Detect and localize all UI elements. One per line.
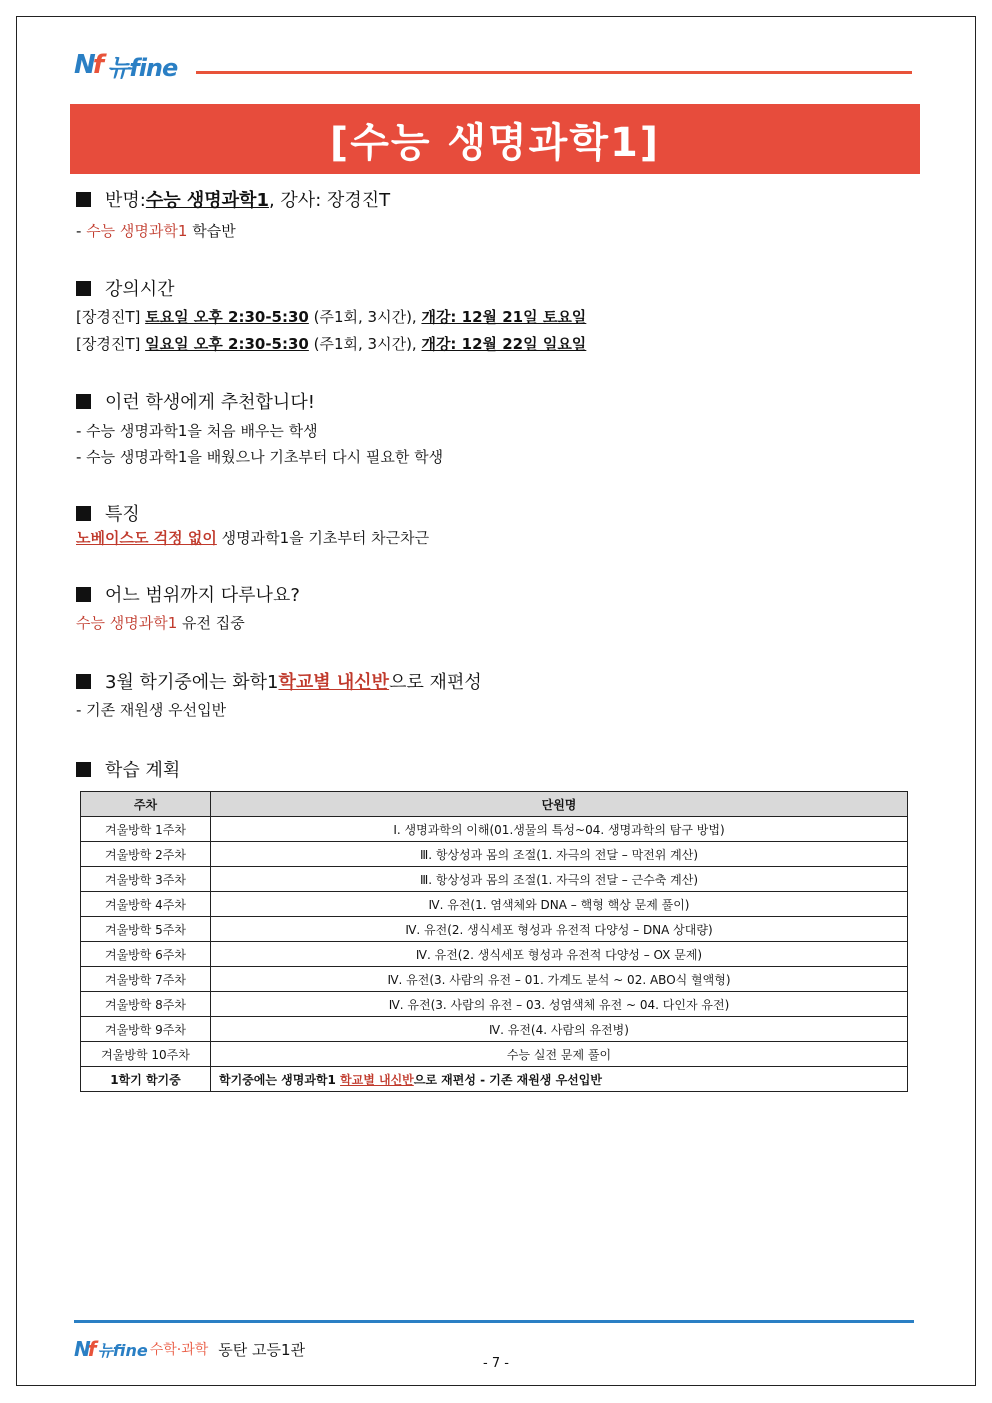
square-bullet-icon (76, 506, 91, 521)
logo-mark-icon: Nf (74, 1337, 94, 1361)
unit-cell: Ⅳ. 유전(2. 생식세포 형성과 유전적 다양성 – DNA 상대량) (211, 917, 908, 942)
column-header-week: 주차 (81, 792, 211, 817)
unit-cell: Ⅳ. 유전(4. 사람의 유전병) (211, 1017, 908, 1042)
section-class-name (76, 186, 390, 212)
section-schedule (76, 275, 175, 301)
week-cell: 겨울방학 2주차 (81, 842, 211, 867)
square-bullet-icon (76, 674, 91, 689)
page-title: [수능 생명과학1] (329, 119, 661, 166)
footer-logo-word: 뉴fine (97, 1340, 148, 1360)
week-cell: 겨울방학 10주차 (81, 1042, 211, 1067)
table-header-row (81, 792, 908, 817)
section-reorg: 3월 학기중에는 화학1 학교별 내신반 으로 재편성 (76, 668, 482, 694)
table-row (81, 817, 908, 842)
footer-divider (74, 1320, 914, 1323)
table-row (81, 892, 908, 917)
column-header-unit: 단원명 (211, 792, 908, 817)
unit-cell: 학기중에는 생명과학1 학교별 내신반으로 재편성 - 기존 재원생 우선입반 (211, 1067, 908, 1092)
title-banner (70, 104, 920, 174)
table-row (81, 1067, 908, 1092)
unit-cell: Ⅳ. 유전(3. 사람의 유전 – 03. 성염색체 유전 ~ 04. 다인자 유전) (211, 992, 908, 1017)
table-row (81, 867, 908, 892)
unit-cell: 수능 실전 문제 풀이 (211, 1042, 908, 1067)
feature-text: 노베이스도 걱정 없이 생명과학1을 기초부터 차근차근 (76, 529, 430, 547)
table-row (81, 992, 908, 1017)
section-feature (76, 500, 140, 526)
week-cell: 겨울방학 6주차 (81, 942, 211, 967)
week-cell: 겨울방학 8주차 (81, 992, 211, 1017)
section-plan (76, 756, 180, 782)
footer-campus: 동탄 고등1관 (218, 1340, 306, 1359)
class-name-label: 반명: (105, 190, 146, 211)
class-name-sub: - 수능 생명과학1 학습반 (76, 222, 236, 240)
square-bullet-icon (76, 762, 91, 777)
recommend-item: - 수능 생명과학1을 배웠으나 기초부터 다시 필요한 학생 (76, 448, 444, 466)
recommend-heading: 이런 학생에게 추천합니다! (105, 392, 315, 413)
table-row (81, 967, 908, 992)
week-cell: 겨울방학 7주차 (81, 967, 211, 992)
reorg-sub: - 기존 재원생 우선입반 (76, 701, 227, 719)
section-recommend (76, 388, 315, 414)
schedule-heading: 강의시간 (105, 279, 175, 300)
header-logo (74, 50, 177, 80)
schedule-row-1: [장경진T] 토요일 오후 2:30-5:30 (주1회, 3시간), 개강: 12월 21일 토요일 (76, 308, 587, 326)
square-bullet-icon (76, 587, 91, 602)
study-plan-table (80, 791, 908, 1092)
section-range (76, 581, 300, 607)
week-cell: 겨울방학 1주차 (81, 817, 211, 842)
unit-cell: Ⅳ. 유전(3. 사람의 유전 – 01. 가계도 분석 ~ 02. ABO식 혈액형) (211, 967, 908, 992)
table-row (81, 1017, 908, 1042)
schedule-row-2: [장경진T] 일요일 오후 2:30-5:30 (주1회, 3시간), 개강: 12월 22일 일요일 (76, 335, 587, 353)
page-number: - 7 - (483, 1356, 509, 1371)
week-cell: 1학기 학기중 (81, 1067, 211, 1092)
logo-word: 뉴fine (107, 53, 178, 82)
table-row (81, 842, 908, 867)
header-divider (196, 71, 912, 74)
square-bullet-icon (76, 192, 91, 207)
week-cell: 겨울방학 4주차 (81, 892, 211, 917)
table-row (81, 942, 908, 967)
table-row (81, 917, 908, 942)
square-bullet-icon (76, 281, 91, 296)
week-cell: 겨울방학 5주차 (81, 917, 211, 942)
week-cell: 겨울방학 9주차 (81, 1017, 211, 1042)
footer-logo-sub: 수학·과학 (149, 1342, 209, 1358)
recommend-item: - 수능 생명과학1을 처음 배우는 학생 (76, 422, 318, 440)
unit-cell: Ⅳ. 유전(2. 생식세포 형성과 유전적 다양성 – OX 문제) (211, 942, 908, 967)
logo-mark-icon: Nf (74, 50, 102, 80)
unit-cell: Ⅰ. 생명과학의 이해(01.생물의 특성~04. 생명과학의 탐구 방법) (211, 817, 908, 842)
week-cell: 겨울방학 3주차 (81, 867, 211, 892)
unit-cell: Ⅲ. 항상성과 몸의 조절(1. 자극의 전달 – 막전위 계산) (211, 842, 908, 867)
unit-cell: Ⅳ. 유전(1. 염색체와 DNA – 핵형 핵상 문제 풀이) (211, 892, 908, 917)
table-row (81, 1042, 908, 1067)
course-name: 수능 생명과학1 (145, 190, 269, 211)
feature-heading: 특징 (105, 504, 140, 525)
range-heading: 어느 범위까지 다루나요? (105, 585, 300, 606)
square-bullet-icon (76, 394, 91, 409)
course-red-text: 수능 생명과학1 (86, 222, 188, 240)
unit-cell: Ⅲ. 항상성과 몸의 조절(1. 자극의 전달 – 근수축 계산) (211, 867, 908, 892)
plan-heading: 학습 계획 (105, 760, 181, 781)
instructor-text: , 강사: 장경진T (268, 190, 391, 211)
range-text: 수능 생명과학1 유전 집중 (76, 614, 245, 632)
